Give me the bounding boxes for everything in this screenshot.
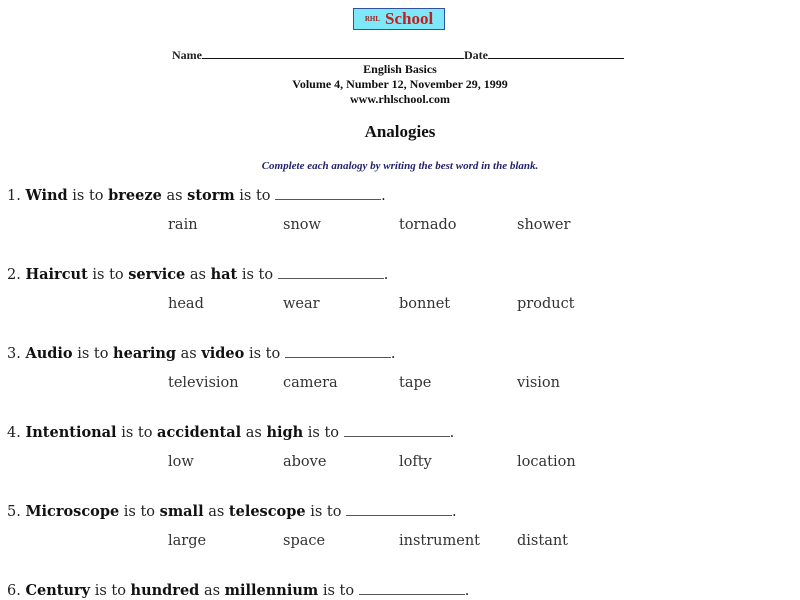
name-blank xyxy=(202,46,464,59)
term-c: telescope xyxy=(228,503,306,520)
instructions: Complete each analogy by writing the best word in the blank. xyxy=(261,160,539,172)
answer-option: tornado xyxy=(399,217,457,233)
term-c: hat xyxy=(210,266,238,283)
connector: is to xyxy=(72,188,104,204)
answer-option: lofty xyxy=(399,454,432,470)
question-number: 6. xyxy=(7,583,21,599)
answer-option: head xyxy=(168,296,204,312)
answer-option: snow xyxy=(283,217,321,233)
rhl-school-logo xyxy=(353,8,445,30)
term-c: video xyxy=(201,345,245,362)
term-a: Intentional xyxy=(25,424,117,441)
connector: is to xyxy=(94,583,126,599)
answer-option: low xyxy=(168,454,194,470)
connector: is to xyxy=(322,583,355,599)
term-b: service xyxy=(128,266,186,283)
connector: is to xyxy=(92,267,124,283)
date-label: Date xyxy=(464,48,488,62)
logo-main-text: School xyxy=(384,9,434,28)
answer-option: tape xyxy=(399,375,432,391)
connector: is to xyxy=(123,504,156,520)
date-blank xyxy=(488,46,624,59)
term-b: hearing xyxy=(113,345,177,362)
logo-small-text: RHL xyxy=(364,15,380,23)
answer-option: large xyxy=(168,533,207,549)
question-3: 3. Audio is to hearing as video is to . xyxy=(7,345,396,362)
question-number: 1. xyxy=(7,188,21,204)
connector: as xyxy=(180,346,197,362)
connector: is to xyxy=(307,425,340,441)
term-c: high xyxy=(266,424,304,441)
answer-blank[interactable] xyxy=(275,185,381,200)
term-a: Audio xyxy=(25,345,73,362)
answer-option: television xyxy=(168,375,239,391)
question-4: 4. Intentional is to accidental as high is to . xyxy=(7,424,455,441)
answer-option: camera xyxy=(283,375,338,391)
name-date-row xyxy=(172,46,624,63)
connector: as xyxy=(166,188,183,204)
question-6: 6. Century is to hundred as millennium is to . xyxy=(7,582,470,599)
issue-info: Volume 4, Number 12, November 29, 1999 xyxy=(292,77,508,91)
connector: as xyxy=(245,425,262,441)
answer-option: distant xyxy=(517,533,568,549)
connector: is to xyxy=(241,267,274,283)
question-5: 5. Microscope is to small as telescope is to . xyxy=(7,503,457,520)
term-a: Microscope xyxy=(25,503,120,520)
connector: is to xyxy=(310,504,342,520)
subject: English Basics xyxy=(363,62,437,76)
answer-option: space xyxy=(283,533,326,549)
answer-option: shower xyxy=(517,217,571,233)
answer-option: wear xyxy=(283,296,320,312)
answer-option: vision xyxy=(517,375,560,391)
term-a: Wind xyxy=(25,187,68,204)
question-number: 2. xyxy=(7,267,21,283)
answer-blank[interactable] xyxy=(278,264,384,279)
answer-option: location xyxy=(517,454,576,470)
website: www.rhlschool.com xyxy=(350,92,450,106)
term-b: hundred xyxy=(130,582,200,599)
page-title: Analogies xyxy=(364,122,436,141)
answer-blank[interactable] xyxy=(344,422,450,437)
term-c: millennium xyxy=(224,582,319,599)
connector: as xyxy=(189,267,206,283)
connector: is to xyxy=(248,346,281,362)
term-a: Century xyxy=(25,582,91,599)
answer-option: bonnet xyxy=(399,296,451,312)
answer-option: product xyxy=(517,296,575,312)
term-a: Haircut xyxy=(25,266,88,283)
connector: is to xyxy=(121,425,153,441)
answer-blank[interactable] xyxy=(346,501,452,516)
question-number: 4. xyxy=(7,425,21,441)
connector: as xyxy=(208,504,225,520)
answer-option: instrument xyxy=(399,533,481,549)
connector: as xyxy=(203,583,221,599)
question-number: 3. xyxy=(7,346,21,362)
question-1: 1. Wind is to breeze as storm is to . xyxy=(7,187,386,204)
term-b: small xyxy=(159,503,204,520)
question-number: 5. xyxy=(7,504,21,520)
answer-blank[interactable] xyxy=(359,580,465,595)
connector: is to xyxy=(77,346,109,362)
answer-option: above xyxy=(283,454,327,470)
answer-blank[interactable] xyxy=(285,343,391,358)
term-b: breeze xyxy=(108,187,162,204)
name-label: Name xyxy=(172,48,202,62)
term-c: storm xyxy=(187,187,235,204)
term-b: accidental xyxy=(157,424,242,441)
question-2: 2. Haircut is to service as hat is to . xyxy=(7,266,389,283)
answer-option: rain xyxy=(168,217,198,233)
connector: is to xyxy=(239,188,271,204)
